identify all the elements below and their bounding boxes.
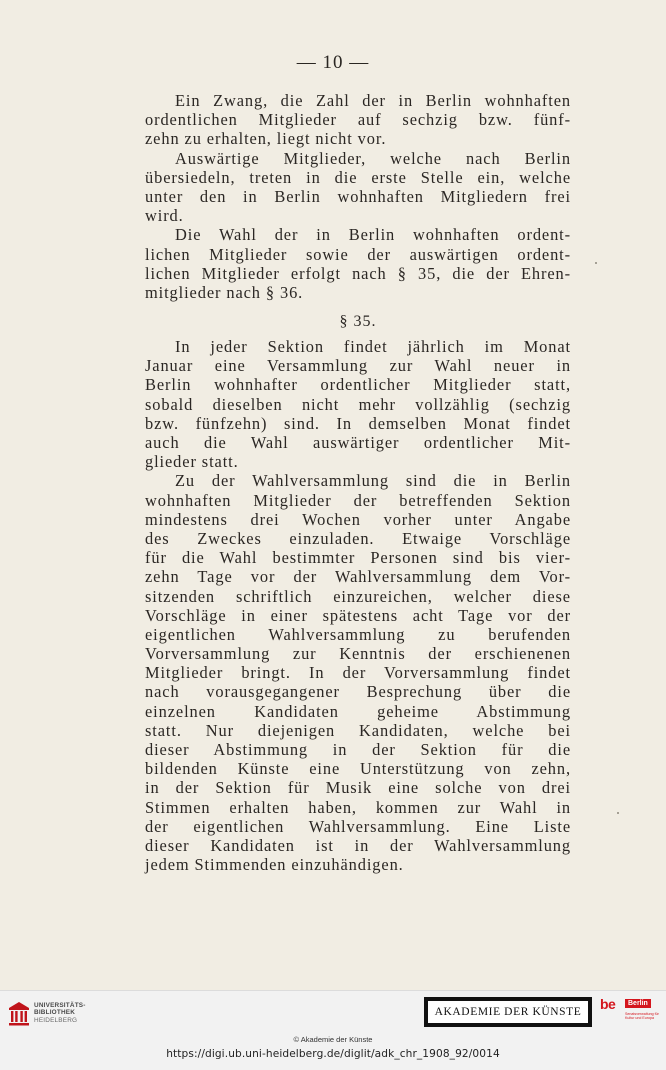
university-library-seal-icon[interactable] [8,1001,30,1027]
text-line: Mitglieder bringt. In der Vorversammlung findet [145,663,571,683]
text-line: dieser Abstimmung in der Sektion für die [145,740,571,759]
text-line: Die Wahl der in Berlin wohnhaften ordent- [175,225,571,245]
text-line: sitzenden schriftlich einzureichen, welcher diese [145,586,571,606]
text-line: unter den in Berlin wohnhaften Mitgliedern frei [145,186,571,206]
berlin-senate-logo[interactable] [600,996,658,1032]
text-line: Zu der Wahlversammlung sind die in Berlin [175,471,571,491]
text-line: Ein Zwang, die Zahl der in Berlin wohnhaften [175,91,571,110]
text-line: Stimmen erhalten haben, kommen zur Wahl in [145,797,571,817]
text-line: des Zweckes einzuladen. Etwaige Vorschläge [145,528,571,548]
library-line: UNIVERSITÄTS- [34,1002,86,1009]
text-line: der eigentlichen Wahlversammlung. Eine Liste [145,816,571,836]
akademie-der-kuenste-logo[interactable] [424,997,592,1027]
text-line: bzw. fünfzehn) sind. In demselben Monat findet [145,413,571,433]
text-line: glieder statt. [145,452,239,472]
text-line: auch die Wahl auswärtiger ordentlicher Mit- [145,433,571,452]
text-line: bildenden Künste eine Unterstützung von zehn, [145,759,571,779]
text-line: in der Sektion für Musik eine solche von drei [145,778,571,798]
text-line: übersiedeln, treten in die erste Stelle ein, welche [145,167,571,187]
text-line: mitglieder nach § 36. [145,282,304,302]
text-line: für die Wahl bestimmter Personen sind bis vier- [145,548,571,568]
section-paragraphs [145,337,571,874]
section-heading: § 35. [339,313,377,331]
permalink-url[interactable]: https://digi.ub.uni-heidelberg.de/diglit/adk_chr_1908_92/0014 [166,1048,500,1060]
text-line: sobald dieselben nicht mehr vollzählig (sechzig [145,394,571,414]
intro-paragraphs [145,91,571,302]
text-line: Vorschläge in einer spätestens acht Tage vor der [145,605,571,625]
text-line: Auswärtige Mitglieder, welche nach Berlin [175,148,571,168]
text-line: zehn Tage vor der Wahlversammlung dem Vor- [145,567,571,587]
text-line: eigentlichen Wahlversammlung zu berufenden [145,624,571,644]
text-line: dieser Kandidaten ist in der Wahlversammlung [145,835,571,855]
text-line: lichen Mitglieder sowie der auswärtigen ordent- [145,244,571,264]
paper-speck [595,262,597,264]
text-line: wohnhaften Mitglieder der betreffenden Sektion [145,490,571,510]
body-text [145,91,571,874]
text-line: einzelnen Kandidaten geheime Abstimmung [145,701,571,721]
text-line: wird. [145,206,184,226]
text-line: jedem Stimmenden einzuhändigen. [145,855,404,875]
page-number: — 10 — [296,52,370,73]
text-line: Vorversammlung zur Kenntnis der erschienenen [145,644,571,664]
text-line: mindestens drei Wochen vorher unter Angabe [145,509,571,529]
library-line: HEIDELBERG [34,1016,78,1024]
paper-speck [617,812,619,814]
text-line: Berlin wohnhafter ordentlicher Mitglieder statt, [145,375,571,395]
text-line: nach vorausgegangener Besprechung über die [145,682,571,702]
text-line: statt. Nur diejenigen Kandidaten, welche bei [145,720,571,740]
text-line: In jeder Sektion findet jährlich im Monat [175,337,571,357]
text-line: Januar eine Versammlung zur Wahl neuer in [145,356,571,376]
viewer-footer [0,990,666,1070]
text-line: zehn zu erhalten, liegt nicht vor. [145,129,387,149]
berlin-be-mark: be [600,996,616,1012]
library-line: BIBLIOTHEK [34,1009,76,1017]
berlin-subtitle: Senatsverwaltung für Kultur und Europa [625,1012,659,1021]
copyright-notice: © Akademie der Künste [293,1035,373,1044]
university-library-name[interactable] [34,1002,86,1024]
academy-label: AKADEMIE DER KÜNSTE [428,1001,588,1023]
berlin-tag: Berlin [625,999,651,1008]
text-line: lichen Mitglieder erfolgt nach § 35, die der Ehren- [145,263,571,283]
text-line: ordentlichen Mitglieder auf sechzig bzw. fünf- [145,110,571,130]
